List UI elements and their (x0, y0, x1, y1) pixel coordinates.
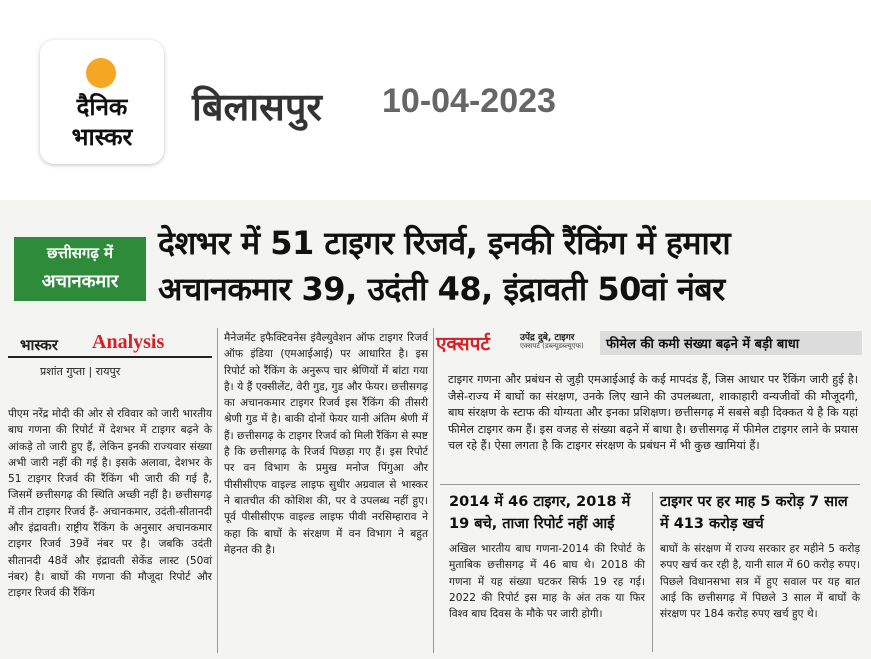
column-2-text: मैनेजमेंट इफैक्टिवनेस इंवैल्युवेशन ऑफ टाइगर रिजर्व ऑफ इंडिया (एमआईआई) पर आधारित है। इस रिपोर्ट को रैंकिंग के अनुरूप चार श्रेणियों में बांटा गया है। ये हैं एक्सीलेंट, वेरी गुड, गुड और फेयर। छत्तीसगढ़ का अचानकमार टाइगर रिजर्व इस रैंकिंग की तीसरी श्रेणी गुड में है। बाकी दोनों फेयर यानी अंतिम श्रेणी में हैं। छत्तीसगढ़ के टाइगर रिजर्व को मिली रैंकिंग से स्पष्ट है कि छत्तीसगढ़ के रिजर्व पिछड़ा गए हैं। इस रिपोर्ट पर वन विभाग के प्रमुख मनोज पिंगुआ और पीसीसीएफ वाइल्ड लाइफ सुधीर अग्रवाल से भास्कर ने बातचीत की कोशिश की, पर वे उपलब्ध नहीं हुए। पूर्व पीसीसीएफ वाइल्ड लाइफ पीवी नरसिम्हाराव ने कहा कि बाघों के संरक्षण में वन विभाग ने बहुत मेहनत की है। (224, 332, 428, 556)
expert-name: उपेंद्र दुबे, टाइगर (520, 333, 575, 343)
column-1-text: पीएम नरेंद्र मोदी की ओर से रविवार को जारी भारतीय बाघ गणना की रिपोर्ट में देशभर में टाइगर बढ़ने के आंकड़े तो जारी हुए हैं, लेकिन इनकी राज्यवार संख्या अभी जारी नहीं की गई है। इसके अलावा, देशभर के 51 टाइगर रिजर्व की रैंकिंग भी जारी की गई है, जिसमें छत्तीसगढ़ की स्थिति अच्छी नहीं है। छत्तीसगढ़ में तीन टाइगर रिजर्व हैं- अचानकमार, उदंती-सीतानदी और इंद्रावती। राष्ट्रीय रैंकिंग के अनुसार अचानकमार टाइगर रिजर्व 39वें नंबर पर है। जबकि उदंती सीतानदी 48वें और इंद्रावती सेकेंड लास्ट (50वां नंबर) है। बाघों की गणना की मौजूदा रिपोर्ट और टाइगर रिजर्व की रैंकिंग (8, 408, 212, 600)
analysis-brand: भास्कर (20, 336, 58, 354)
header-bar (0, 0, 871, 200)
logo-line2: भास्कर (71, 123, 133, 151)
subheading-expenditure: टाइगर पर हर माह 5 करोड़ 7 साल में 413 करोड़ खर्च (660, 494, 848, 532)
edition-date: 10-04-2023 (382, 82, 556, 120)
headline-line1: देशभर में 51 टाइगर रिजर्व, इनकी रैंकिंग में हमारा (158, 224, 731, 262)
dainik-bhaskar-logo[interactable] (40, 40, 164, 164)
newspaper-clipping (0, 200, 871, 659)
section-badge (14, 237, 146, 301)
section-divider (440, 484, 860, 485)
expert-heading: फीमेल की कमी संख्या बढ़ने में बड़ी बाधा (600, 331, 862, 355)
headline-line2: अचानकमार 39, उदंती 48, इंद्रावती 50वां नंबर (158, 270, 725, 308)
column-divider (433, 328, 434, 653)
sun-icon (86, 58, 116, 88)
logo-line1: दैनिक (76, 93, 128, 121)
column-divider (217, 328, 218, 653)
analysis-word: Analysis (92, 331, 165, 353)
expenditure-text: बाघों के संरक्षण में राज्य सरकार हर महीने 5 करोड़ रुपए खर्च कर रही है, यानी साल में 60 करोड़ रुपए। पिछले विधानसभा सत्र में हुए सवाल पर यह बात आई कि छत्तीसगढ़ में पिछले 3 साल में बाघों के संरक्षण पर 184 करोड़ रुपए खर्च हुए थे। (660, 543, 860, 621)
analysis-label (8, 330, 212, 358)
expert-text: टाइगर गणना और प्रबंधन से जुड़ी एमआईआई के कई मापदंड हैं, जिस आधार पर रैंकिंग जारी हुई है। जैसे-राज्य में बाघों का संरक्षण, उनके लिए खाने की उपलब्धता, शाकाहारी वन्यजीवों की मौजूदगी, बाघ संरक्षण के स्टाफ की योग्यता और इनका प्रशिक्षण। छत्तीसगढ़ में सबसे बड़ी दिक्कत ये है कि यहां फीमेल टाइगर कम हैं। इस वजह से संख्या बढ़ने में बाधा है। छत्तीसगढ़ में फीमेल टाइगर लाने के प्रयास चल रहे हैं। ऐसा लगता है कि टाइगर संरक्षण के प्रबंधन में भी कुछ खामियां हैं। (448, 373, 858, 452)
badge-line1: छत्तीसगढ़ में (47, 244, 113, 262)
subheading-tiger-count: 2014 में 46 टाइगर, 2018 में 19 बचे, ताजा रिपोर्ट नहीं आई (449, 494, 631, 532)
badge-line2: अचानकमार (41, 271, 119, 292)
city-name: बिलासपुर (192, 85, 322, 129)
byline: प्रशांत गुप्ता | रायपुर (40, 365, 121, 378)
tiger-count-text: अखिल भारतीय बाघ गणना-2014 की रिपोर्ट के मुताबिक छत्तीसगढ़ में 46 बाघ थे। 2018 की गणना में यह संख्या घटकर सिर्फ 19 रह गई। 2022 की रिपोर्ट इस माह के अंत तक या फिर विश्व बाघ दिवस के मौके पर जारी होगी। (449, 543, 645, 621)
headline (158, 220, 858, 312)
expert-label (436, 330, 596, 356)
expert-role: एक्सपर्ट (डब्ल्यूडब्ल्यूएफ) (520, 342, 584, 350)
expert-word: एक्सपर्ट (436, 333, 490, 355)
column-divider (652, 492, 653, 652)
